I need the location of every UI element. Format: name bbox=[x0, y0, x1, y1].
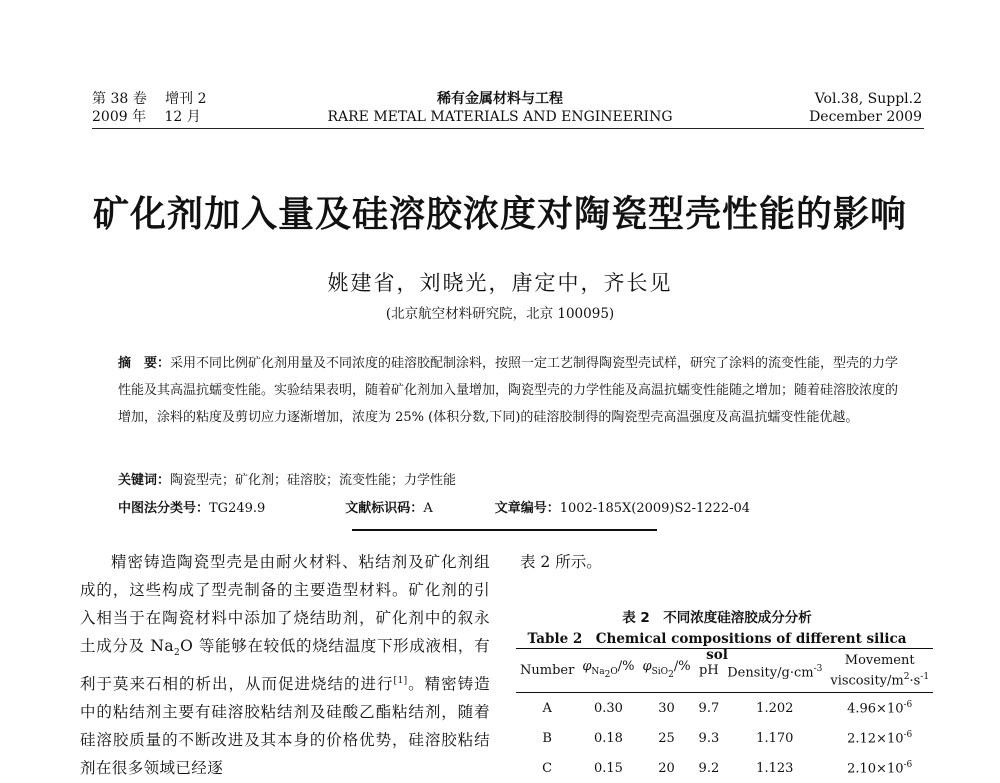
doc-code-label: 文献标识码： bbox=[345, 501, 424, 516]
doc-code-value: A bbox=[423, 501, 433, 516]
col-density: Density/$g\cdot cm^{-3}$ bbox=[723, 649, 826, 693]
cell-sio2: 25 bbox=[658, 730, 675, 746]
body-paragraph bbox=[80, 548, 490, 782]
col-sio2: $\varphi_{SiO_2}/\%$ bbox=[639, 649, 695, 693]
col-viscosity-line1: Movement bbox=[844, 653, 915, 668]
table-row bbox=[516, 693, 933, 724]
table-header-row bbox=[516, 649, 933, 693]
cell-na2o: 0.15 bbox=[593, 760, 623, 776]
affiliation: (北京航空材料研究院，北京 100095) bbox=[385, 306, 615, 322]
body-text-3: 。精密铸造中的粘结剂主要有硅溶胶粘结剂及硅酸乙酯粘结剂，随着硅溶胶质量的不断改进及其本身的价格优势，硅溶胶粘结剂在很多领域已经逐 bbox=[80, 675, 490, 778]
cell-ph: 9.2 bbox=[698, 760, 720, 776]
col-number: Number bbox=[516, 649, 578, 693]
body-text-1: 精密铸造陶瓷型壳是由耐火材料、粘结剂及矿化剂组成的，这些构成了型壳制备的主要造型材料。矿化剂的引入相当于在陶瓷材料中添加了烧结助剂，矿化剂中的叙永土成分及 Na bbox=[80, 553, 490, 655]
cell-ph: 9.3 bbox=[698, 730, 720, 746]
cell-number: B bbox=[542, 730, 552, 746]
article-number-value: 1002-185X(2009)S2-1222-04 bbox=[559, 501, 751, 516]
cell-number: C bbox=[542, 760, 553, 776]
cell-density: 1.170 bbox=[756, 730, 794, 746]
cell-sio2: 20 bbox=[658, 760, 675, 776]
cell-viscosity: $2.10\times 10^{-6}$ bbox=[847, 760, 913, 777]
table-caption-en: Table 2 Chemical compositions of different silica sol bbox=[527, 631, 907, 663]
header-rule bbox=[92, 128, 924, 129]
cell-number: A bbox=[542, 700, 552, 716]
keywords-text: 陶瓷型壳；矿化剂；硅溶胶；流变性能；力学性能 bbox=[170, 473, 457, 488]
col-na2o: $\varphi_{Na_2O}/\%$ bbox=[578, 649, 638, 693]
paper-title: 矿化剂加入量及硅溶胶浓度对陶瓷型壳性能的影响 bbox=[92, 194, 907, 235]
table-row bbox=[516, 753, 933, 783]
table-row bbox=[516, 723, 933, 753]
citation-ref: [1] bbox=[393, 676, 408, 687]
composition-table bbox=[516, 648, 933, 783]
authors: 姚建省，刘晓光，唐定中，齐长见 bbox=[327, 271, 673, 295]
subscript-2: 2 bbox=[174, 648, 181, 659]
body-right-text: 表 2 所示。 bbox=[520, 553, 602, 571]
header-date: 2009 年 12 月 bbox=[92, 109, 201, 125]
cell-ph: 9.7 bbox=[698, 700, 720, 716]
keywords bbox=[118, 469, 900, 488]
cell-viscosity: $2.12\times 10^{-6}$ bbox=[847, 730, 913, 747]
clc-value: TG249.9 bbox=[209, 501, 266, 516]
abstract-text: 采用不同比例矿化剂用量及不同浓度的硅溶胶配制涂料，按照一定工艺制得陶瓷型壳试样，研究了涂料的流变性能，型壳的力学性能及其高温抗蠕变性能。实验结果表明，随着矿化剂加入量增加，陶瓷型壳的力学性能及高温抗蠕变性能随之增加；随着硅溶胶浓度的增加，涂料的粘度及剪切应力逐渐增加，浓度为 25% (体积分数,下同)的硅溶胶制得的陶瓷型壳高温强度及高温抗蠕变性能优越。 bbox=[118, 356, 899, 425]
cell-na2o: 0.30 bbox=[593, 700, 623, 716]
journal-title-cn: 稀有金属材料与工程 bbox=[437, 91, 563, 107]
cell-viscosity: $4.96\times 10^{-6}$ bbox=[847, 700, 913, 717]
cell-sio2: 30 bbox=[658, 700, 675, 716]
abstract bbox=[118, 350, 900, 431]
cell-density: 1.202 bbox=[756, 700, 794, 716]
article-number-label: 文章编号： bbox=[494, 501, 560, 516]
cell-density: 1.123 bbox=[756, 760, 794, 776]
section-separator bbox=[352, 529, 657, 531]
abstract-label: 摘 要： bbox=[118, 356, 171, 371]
journal-title-en: RARE METAL MATERIALS AND ENGINEERING bbox=[327, 109, 673, 125]
header-volume-en: Vol.38, Suppl.2 bbox=[814, 91, 922, 107]
header-volume: 第 38 卷 增刊 2 bbox=[92, 91, 207, 107]
col-viscosity: Movement viscosity/$m^2\cdot s^{-1}$ bbox=[826, 649, 933, 693]
table-caption-cn: 表 2 不同浓度硅溶胶成分分析 bbox=[622, 610, 812, 626]
keywords-label: 关键词： bbox=[118, 473, 171, 488]
clc-label: 中图法分类号： bbox=[118, 501, 210, 516]
body-text-2: O 等能够在较低的烧结温度下形成液相，有利于莫来石相的析出，从而促进烧结的进行 bbox=[80, 637, 491, 694]
classification-line bbox=[118, 497, 918, 516]
col-ph: pH bbox=[695, 649, 724, 693]
cell-na2o: 0.18 bbox=[593, 730, 623, 746]
header-date-en: December 2009 bbox=[809, 109, 922, 125]
